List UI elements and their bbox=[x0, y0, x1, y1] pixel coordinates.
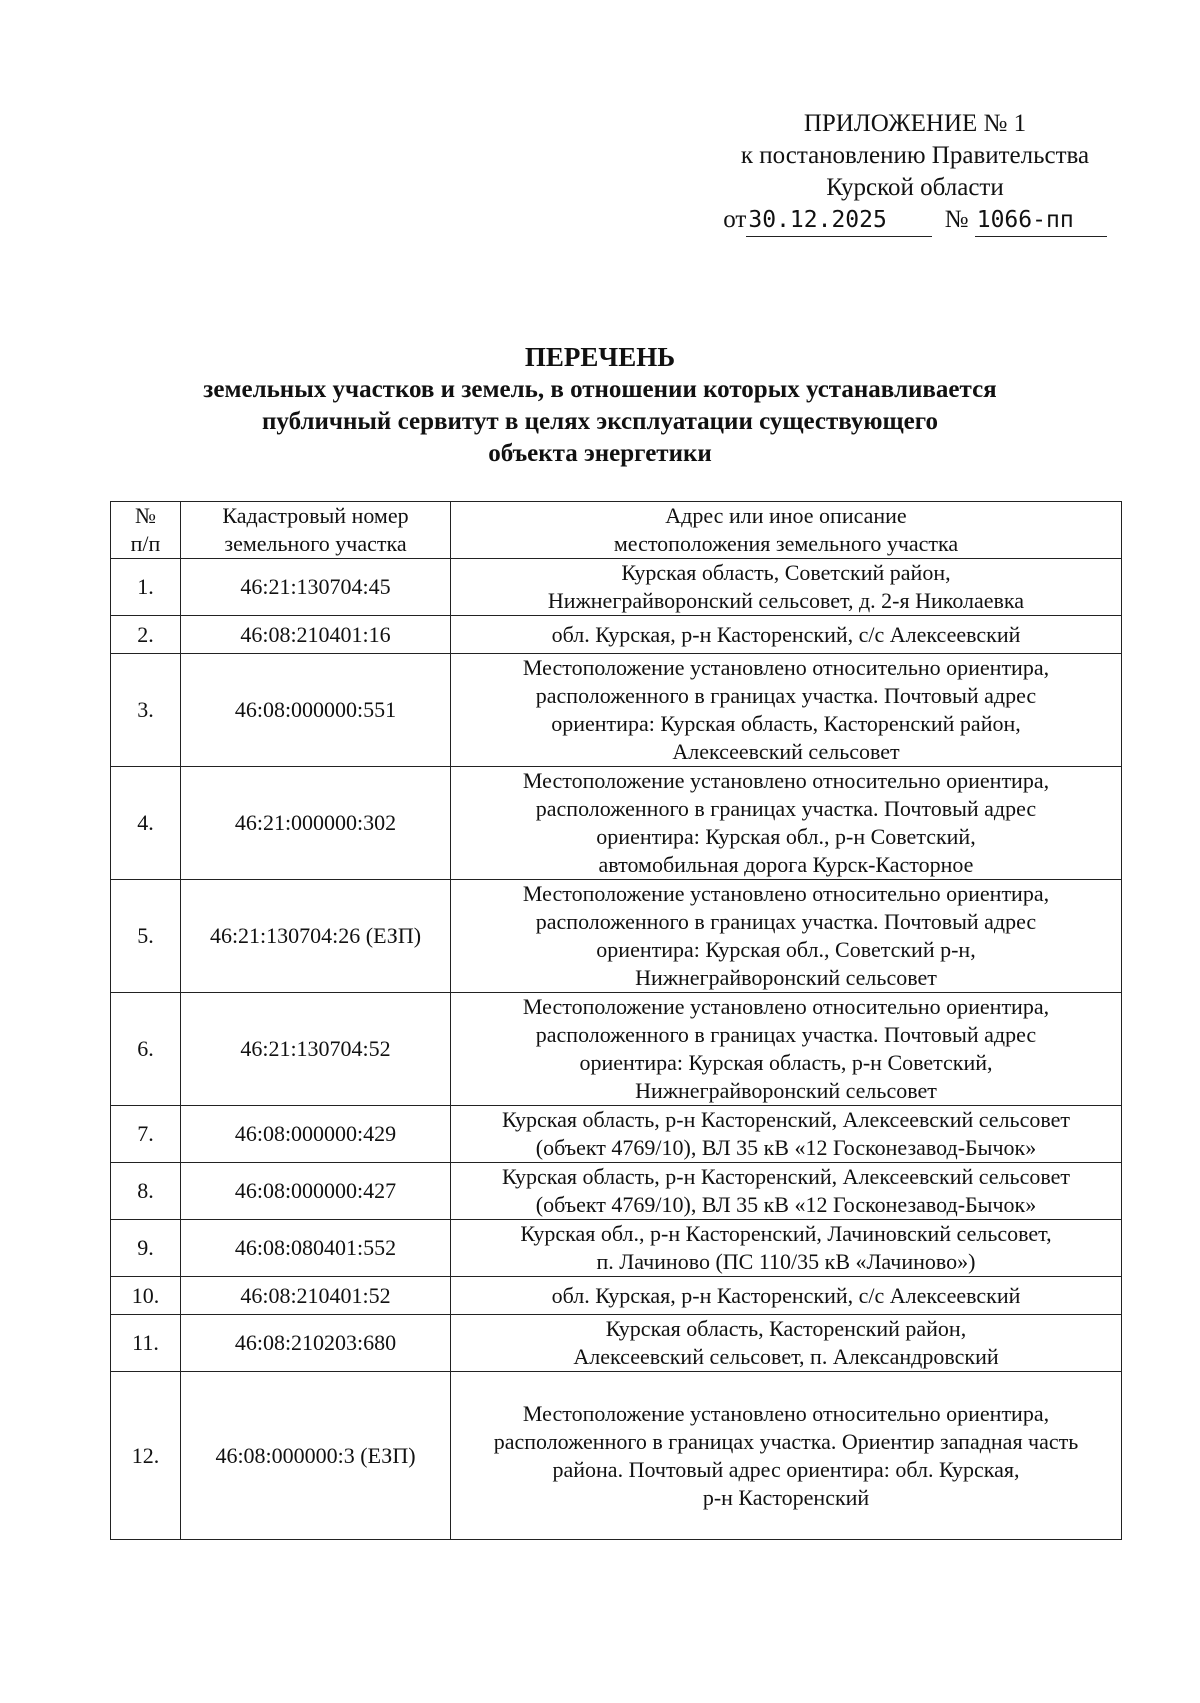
address-line: Местоположение установлено относительно ориентира, bbox=[522, 994, 1050, 1019]
cadastral-number: 46:21:000000:302 bbox=[181, 767, 451, 880]
cadastral-number: 46:08:210203:680 bbox=[181, 1315, 451, 1372]
appendix-header bbox=[680, 108, 1150, 237]
row-number: 11. bbox=[111, 1315, 181, 1372]
address-line: Курская область, Советский район, bbox=[621, 560, 951, 585]
cadastral-number: 46:08:000000:429 bbox=[181, 1106, 451, 1163]
address-line: расположенного в границах участка. Почтовый адрес bbox=[535, 909, 1037, 934]
address-line: Курская область, р-н Касторенский, Алексеевский сельсовет bbox=[501, 1107, 1070, 1132]
cadastral-number: 46:21:130704:45 bbox=[181, 559, 451, 616]
address-description bbox=[451, 1220, 1122, 1277]
address-line: ориентира: Курская обл., Советский р-н, bbox=[596, 937, 976, 962]
address-description bbox=[451, 1277, 1122, 1315]
row-number: 2. bbox=[111, 616, 181, 654]
address-line: расположенного в границах участка. Ориентир западная часть bbox=[493, 1428, 1079, 1454]
address-line: Алексеевский сельсовет, п. Александровский bbox=[573, 1344, 999, 1369]
cadastral-number: 46:08:080401:552 bbox=[181, 1220, 451, 1277]
header-no bbox=[111, 502, 181, 559]
address-line: обл. Курская, р-н Касторенский, с/с Алексеевский bbox=[551, 621, 1021, 647]
address-line: автомобильная дорога Курск-Касторное bbox=[598, 852, 974, 877]
address-description bbox=[451, 880, 1122, 993]
address-line: района. Почтовый адрес ориентира: обл. Курская, bbox=[552, 1456, 1020, 1482]
row-number: 12. bbox=[111, 1372, 181, 1540]
address-line: Местоположение установлено относительно ориентира, bbox=[522, 655, 1050, 680]
title-line-1: земельных участков и земель, в отношении которых устанавливается bbox=[203, 376, 997, 403]
table-row bbox=[111, 1372, 1122, 1540]
table-row bbox=[111, 1277, 1122, 1315]
row-number: 4. bbox=[111, 767, 181, 880]
address-description bbox=[451, 1163, 1122, 1220]
header-address-line-2: местоположения земельного участка bbox=[613, 531, 959, 556]
number-prefix: № bbox=[944, 206, 969, 233]
table-row bbox=[111, 1315, 1122, 1372]
cadastral-number: 46:08:210401:52 bbox=[181, 1277, 451, 1315]
appendix-title: ПРИЛОЖЕНИЕ № 1 bbox=[803, 110, 1027, 137]
cadastral-number: 46:08:000000:3 (ЕЗП) bbox=[181, 1372, 451, 1540]
address-line: расположенного в границах участка. Почтовый адрес bbox=[535, 1022, 1037, 1047]
address-description bbox=[451, 1315, 1122, 1372]
address-line: п. Лачиново (ПС 110/35 кВ «Лачиново») bbox=[596, 1249, 976, 1274]
table-row bbox=[111, 1220, 1122, 1277]
decree-date: 30.12.2025 bbox=[746, 204, 932, 237]
decree-date-line bbox=[680, 204, 1150, 237]
address-line: Курская область, Касторенский район, bbox=[605, 1316, 967, 1341]
decree-number: 1066-пп bbox=[975, 204, 1107, 237]
header-no-line-1: № bbox=[135, 503, 156, 528]
title-line-2: публичный сервитут в целях эксплуатации существующего bbox=[262, 408, 938, 435]
address-line: Курская область, р-н Касторенский, Алексеевский сельсовет bbox=[501, 1164, 1070, 1189]
title-line-3: объекта энергетики bbox=[488, 440, 712, 467]
row-number: 6. bbox=[111, 993, 181, 1106]
cadastral-number: 46:08:210401:16 bbox=[181, 616, 451, 654]
row-number: 8. bbox=[111, 1163, 181, 1220]
table-row bbox=[111, 1106, 1122, 1163]
title-main: ПЕРЕЧЕНЬ bbox=[524, 342, 676, 372]
address-line: Нижнеграйворонский сельсовет bbox=[635, 965, 937, 990]
address-line: Нижнеграйворонский сельсовет, д. 2-я Николаевка bbox=[547, 588, 1025, 613]
row-number: 1. bbox=[111, 559, 181, 616]
address-line: Местоположение установлено относительно ориентира, bbox=[522, 1400, 1050, 1426]
header-cadastral-line-1: Кадастровый номер bbox=[222, 503, 409, 528]
table-row bbox=[111, 767, 1122, 880]
address-line: р-н Касторенский bbox=[702, 1484, 870, 1510]
row-number: 3. bbox=[111, 654, 181, 767]
cadastral-number: 46:08:000000:427 bbox=[181, 1163, 451, 1220]
address-line: обл. Курская, р-н Касторенский, с/с Алексеевский bbox=[551, 1282, 1021, 1308]
address-line: Местоположение установлено относительно ориентира, bbox=[522, 881, 1050, 906]
cadastral-number: 46:08:000000:551 bbox=[181, 654, 451, 767]
address-description bbox=[451, 1106, 1122, 1163]
address-description bbox=[451, 559, 1122, 616]
table-row bbox=[111, 559, 1122, 616]
date-prefix: от bbox=[723, 206, 747, 233]
table-body bbox=[111, 559, 1122, 1540]
address-description bbox=[451, 993, 1122, 1106]
row-number: 7. bbox=[111, 1106, 181, 1163]
address-description bbox=[451, 654, 1122, 767]
table-header-row bbox=[111, 502, 1122, 559]
appendix-subtitle: к постановлению Правительства bbox=[740, 142, 1090, 169]
header-cadastral bbox=[181, 502, 451, 559]
address-line: (объект 4769/10), ВЛ 35 кВ «12 Госконезавод-Бычок» bbox=[535, 1192, 1037, 1217]
address-line: Нижнеграйворонский сельсовет bbox=[635, 1078, 937, 1103]
address-line: ориентира: Курская область, Касторенский район, bbox=[551, 711, 1021, 736]
address-line: Местоположение установлено относительно ориентира, bbox=[522, 768, 1050, 793]
address-line: Алексеевский сельсовет bbox=[672, 739, 900, 764]
address-line: (объект 4769/10), ВЛ 35 кВ «12 Госконезавод-Бычок» bbox=[535, 1135, 1037, 1160]
row-number: 9. bbox=[111, 1220, 181, 1277]
table-row bbox=[111, 1163, 1122, 1220]
address-line: ориентира: Курская обл., р-н Советский, bbox=[596, 824, 976, 849]
header-address bbox=[451, 502, 1122, 559]
address-line: расположенного в границах участка. Почтовый адрес bbox=[535, 796, 1037, 821]
table-row bbox=[111, 880, 1122, 993]
address-description bbox=[451, 767, 1122, 880]
row-number: 5. bbox=[111, 880, 181, 993]
address-description bbox=[451, 1372, 1122, 1540]
address-description bbox=[451, 616, 1122, 654]
header-no-line-2: п/п bbox=[130, 531, 161, 556]
land-plots-table bbox=[110, 501, 1122, 1540]
appendix-region: Курской области bbox=[826, 174, 1004, 201]
cadastral-number: 46:21:130704:26 (ЕЗП) bbox=[181, 880, 451, 993]
cadastral-number: 46:21:130704:52 bbox=[181, 993, 451, 1106]
document-title bbox=[120, 340, 1080, 470]
address-line: ориентира: Курская область, р-н Советский, bbox=[579, 1050, 993, 1075]
header-address-line-1: Адрес или иное описание bbox=[665, 503, 907, 528]
table-row bbox=[111, 993, 1122, 1106]
address-line: расположенного в границах участка. Почтовый адрес bbox=[535, 683, 1037, 708]
header-cadastral-line-2: земельного участка bbox=[224, 531, 407, 556]
table-row bbox=[111, 654, 1122, 767]
table-row bbox=[111, 616, 1122, 654]
address-line: Курская обл., р-н Касторенский, Лачиновский сельсовет, bbox=[520, 1221, 1052, 1246]
row-number: 10. bbox=[111, 1277, 181, 1315]
